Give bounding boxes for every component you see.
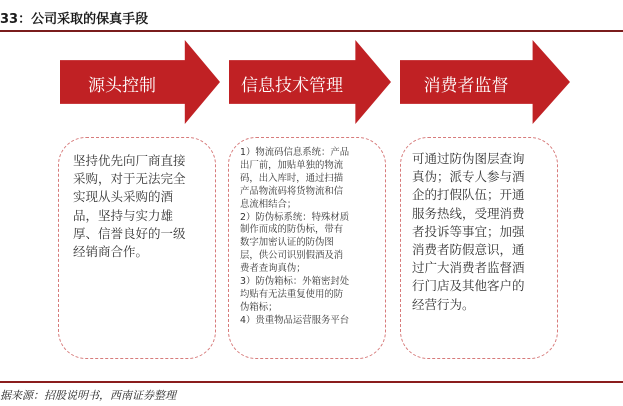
description-text-source-control: 坚持优先向厂商直接 采购，对于无法完全 实现从头采购的酒 品，坚持与实力雄 厚、信誉良好的一级 经销商合作。 — [73, 153, 186, 260]
source-note: 据来源：招股说明书，西南证券整理 — [0, 389, 176, 402]
figure-title: 33：公司采取的保真手段 — [0, 12, 149, 27]
description-text-consumer-supervision: 可通过防伪图层查询 真伪；派专人参与酒 企的打假队伍；开通 服务热线，受理消费 者投诉等事宜；加强 消费者防假意识，通 过广大消费者监督酒 行门店及其他客户的 经营行为。 — [412, 151, 525, 312]
stage-label-consumer-supervision: 消费者监督 — [423, 76, 509, 96]
source-divider — [0, 381, 623, 383]
stage-label-it-management: 信息技术管理 — [241, 76, 343, 96]
description-text-it-management: 1）物流码信息系统：产品 出厂前，加贴单独的物流 码，出入库时，通过扫描 产品物流码将货物流和信 息流相结合； 2）防伪标系统：特殊材质 制作而成的防伪标，带有 数字加密认证的防伪图 层，供公司识别假酒及消 费者查询真伪； 3）防伪箱标：外箱密封处 均贴有无法重复使用的防 伪箱标； 4）贵重物品运营服务平台 — [240, 147, 350, 326]
stage-label-source-control: 源头控制 — [88, 76, 156, 96]
title-divider — [0, 30, 623, 32]
